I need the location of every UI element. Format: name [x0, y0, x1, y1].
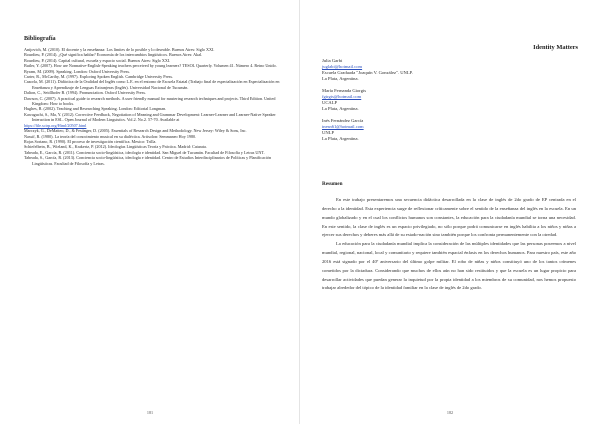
reference-text: Nassif, R. (1980). La teoría del conocimiento musical en su dialéctica. Artisolon: Semmaneo Hoy 1980. [24, 133, 197, 139]
resumen-heading: Resumen [322, 181, 343, 187]
reference-text: Byram, M. (2009). Speaking. London: Oxford University Press. [24, 68, 131, 74]
bibliography-heading: Bibliografía [24, 35, 56, 42]
author-location: La Plata, Argentina. [322, 136, 359, 141]
reference-text: Tabeada, E., García, R. (2011). Conciencia socio-lingüística, ideología e identidad. San Miguel de Tucumán. Facultad de Filosofía y Letras UNT. [24, 149, 265, 155]
reference-text: Tabeada, S., García, R. (2013). Conciencia socio-lingüística, ideología e identidad. Centro de Estudios Interdisciplinarios de Políticas y Planificación Lingüísticas. Facultad de Filosofía y Letras. [24, 155, 272, 166]
reference-text: Dalton, C., Seidlhofer B. (1994). Pronunciation. Oxford University Press. [24, 90, 147, 96]
reference-text: Hughes, R. (2002). Teaching and Researching Speaking. London: Editorial Longman. [24, 106, 167, 112]
reference-text: Cazorla, M. (2011). Didáctica de la Oralidad del Inglés como L.E. en el entorno de Escuela Estatal (Trabajo final de especialización en Especialización en Enseñanza y Aprendizaje de Lenguas Extranjeras (Inglés). Universidad Nacional de Tucumán. [24, 79, 280, 90]
author-location: La Plata, Argentina. [322, 106, 359, 111]
author-name: Julia Garbi [322, 58, 343, 63]
reference-text: Bourdieu, P. (2014). ¿Qué significa hablar? Economía de los intercambios lingüísticos. Buenos Aires: Akal. [24, 52, 203, 58]
resumen-paragraph: En este trabajo presentaremos una secuencia didáctica desarrollada en la clase de inglés de 2do grado de EP centrada en el derecho a la identidad. Esta experiencia surge de reflexionar críticamente sobre el sentido de la enseñanza del inglés en la escuela. En un mundo globalizado y en el cual los conflictos humanos son constantes, la educación para la ciudadanía mundial se torna una necesidad. En este sentido, la clase de inglés es un espacio privilegiado, no sólo porque podrá comunicarse en inglés habilita a los niños y niñas a ejercer sus derechos y deberes más allá de su estado-nación sino también porque los confronta permanentemente con la otredad. [322, 197, 576, 238]
reference-text: Anijovich, M. (2010). El docente y la enseñanza: Los límites de lo posible y lo deseable. Buenos Aires: Siglo XXI. [24, 47, 215, 52]
resumen-paragraph: La educación para la ciudadanía mundial implica la consideración de las múltiples identidades que las personas poseemos a nivel mundial, regional, nacional, local y comunitario y requiere también espacial énfasis en los derechos humanos. Para nuestro país, este año 2016 está signado por el 40º aniversario del último golpe militar. El robo de niñas y niños constituyó uno de los tantos crímenes cometidos por la dictadura. Considerando que muchos de ellos aún no han sido restituidos y que la escuela es un lugar propicio para desarrollar actividades que puedan generar la inquietud por la propia identidad a los miembros de su comunidad, nos hemos propuesto trabajar alrededor del tópico de la identidad familiar en la clase de inglés de 2do grado. [322, 241, 576, 291]
author-location: La Plata, Argentina. [322, 76, 359, 81]
author-name: Inés Fernández García [322, 118, 364, 123]
reference-item [24, 112, 284, 123]
reference-text: Kawaguchi, S., Ma, Y. (2012). Corrective Feedback, Negotiation of Meaning and Grammar Development: Learner-Learner and Learner-Native Speaker Interaction in ESL. Open Journal of Modern Linguistics. Vol.2. No.2. 57-70. Available at [24, 111, 276, 123]
author-affiliation: Escuela Graduada "Joaquín V. González". UNLP. [322, 70, 413, 75]
author-affiliation: UNLP [322, 130, 334, 135]
author-affiliation: UCALP [322, 100, 338, 105]
right-page [300, 0, 600, 424]
author-email[interactable]: fgirgis@hotmail.com [322, 94, 362, 99]
reference-item [24, 96, 284, 107]
reference-item [24, 79, 284, 90]
author-entry [322, 118, 472, 142]
author-block [322, 58, 472, 148]
author-email[interactable]: juglabi@hotmail.com [322, 64, 363, 69]
reference-list [24, 47, 284, 166]
author-entry [322, 58, 472, 82]
resumen-body [322, 196, 576, 293]
article-title: Identity Matters [533, 44, 578, 51]
author-name: María Fernanda Giorgis [322, 88, 367, 93]
reference-text: Carter, R., McCarthy, M. (1997). Exploring Spoken English. Cambridge University Press. [24, 74, 174, 80]
reference-text: Bourdieu, P. (2014). Capital cultural, escuela y espacio social. Buenos Aires: Siglo XXI. [24, 57, 171, 63]
author-entry [322, 88, 472, 112]
bibliography-section [24, 35, 284, 166]
author-email[interactable]: inesn61@hotmail.com [322, 124, 364, 129]
reference-text: Butler, Y. (2007). How are Nonnative-English-Speaking teachers perceived by young learners? TESOL Quarterly. Volumen 41. Número 4. Reino Unido. [24, 63, 277, 69]
reference-text: Dawson, C. (2007). A practical guide to research methods. A user friendly manual for mastering research techniques and projects. Third Edition. United Kingdom: How to books. [24, 95, 276, 107]
reference-item [24, 155, 284, 166]
page-number-left: 181 [146, 410, 154, 415]
reference-text: Marczyk, G., DeMatteo, D., & Festinger, D. (2005). Essentials of Research Design and Methodology. New Jersey: Wiley & Sons, Inc. [24, 128, 247, 134]
page-number-right: 182 [446, 410, 454, 415]
reference-text: Rojas Soriano, R. (1990). El proceso de investigación científica. Mexico: Trilla. [24, 138, 157, 144]
reference-link[interactable]: https://file.scirp.org/Html/20507.html [24, 122, 87, 128]
reference-text: Schiefelbein, B., Wieland, K., Krakertz, P. (2012). Ideologías Lingüísticas Teoría y Práctica. Madrid: Catarata. [24, 144, 207, 150]
